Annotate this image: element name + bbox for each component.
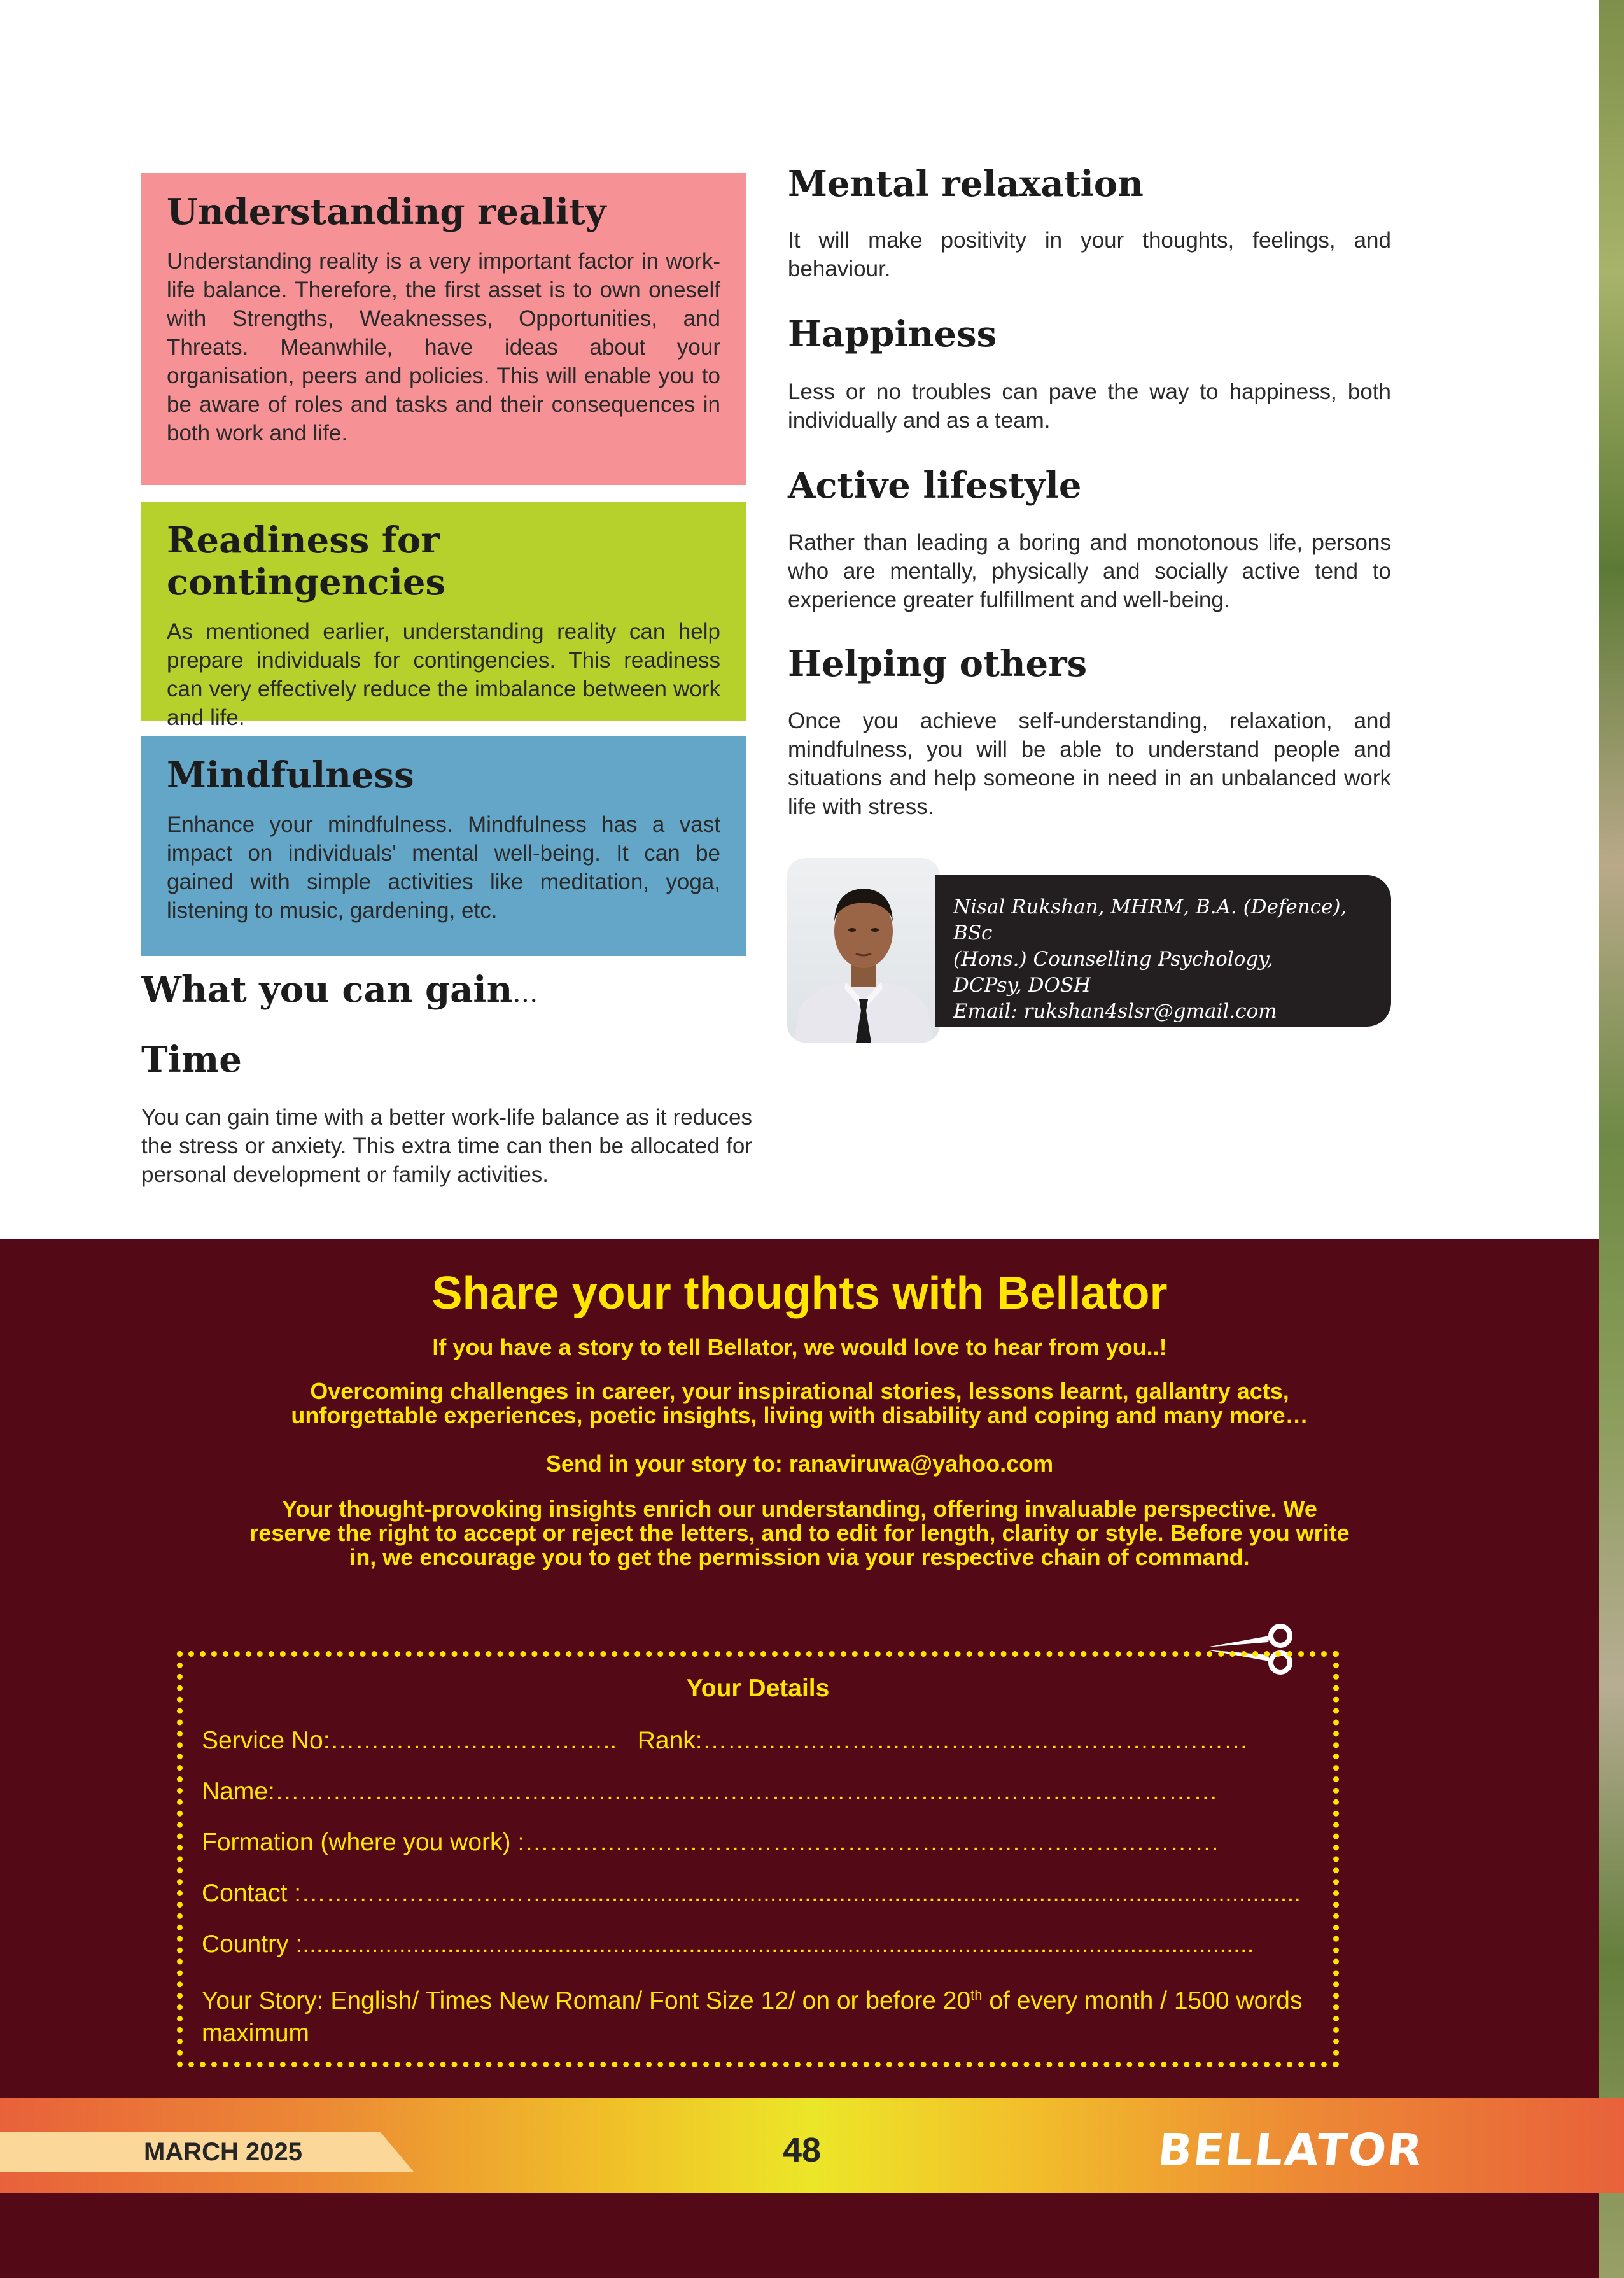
mindfulness-text: Enhance your mindfulness. Mindfulness has a vast impact on individuals' mental well-being. It can be gained with simple activities like meditation, yoga, listening to music, gardening, etc. xyxy=(167,812,720,923)
author-name: Nisal Rukshan, MHRM, B.A. (Defence), BSc xyxy=(953,896,1347,945)
helping-others-title: Helping others xyxy=(788,643,1088,685)
author-qualifications: DCPsy, DOSH xyxy=(953,974,1091,997)
share-topics-line1: Overcoming challenges in career, your inspirational stories, lessons learnt, gallantry acts, xyxy=(310,1378,1289,1404)
story-guidelines-suffix: of every month / 1500 words maximum xyxy=(202,1987,1303,2047)
understanding-reality-title: Understanding reality xyxy=(167,191,606,233)
service-rank-row xyxy=(202,1724,1320,1757)
mental-relaxation-text: It will make positivity in your thoughts, feelings, and behaviour. xyxy=(788,228,1391,281)
author-card xyxy=(935,875,1391,1027)
author-portrait-illustration xyxy=(787,858,940,1043)
happiness-title: Happiness xyxy=(788,313,997,355)
share-note-line1: Your thought-provoking insights enrich our understanding, offering invaluable perspective. We xyxy=(282,1496,1317,1522)
readiness-text: As mentioned earlier, understanding reality can help prepare individuals for contingencies. This readiness can very effectively reduce the imbalance between work and life. xyxy=(167,619,720,730)
contact-field[interactable]: Contact :…………………………............................................................................................................. xyxy=(202,1880,1301,1907)
readiness-box xyxy=(141,502,746,730)
readiness-title: Readiness for contingencies xyxy=(167,519,446,603)
gain-heading-text: What you can gain xyxy=(141,969,513,1011)
author-degree: (Hons.) Counselling Psychology, xyxy=(953,948,1273,971)
time-title: Time xyxy=(141,1039,242,1081)
background-photo-edge xyxy=(1599,0,1624,2278)
share-title: Share your thoughts with Bellator xyxy=(431,1268,1168,1319)
gain-heading xyxy=(141,969,538,1011)
share-intro: If you have a story to tell Bellator, we would love to hear from you..! xyxy=(432,1334,1167,1360)
active-lifestyle-text: Rather than leading a boring and monotonous life, persons who are mentally, physically and socially active tend to experience greater fulfillment and well-being. xyxy=(788,530,1391,612)
story-guidelines-prefix: Your Story: English/ Times New Roman/ Font Size 12/ on or before 20 xyxy=(202,1987,971,2014)
story-guidelines xyxy=(202,1979,1320,2049)
author-photo xyxy=(787,858,940,1043)
service-no-field[interactable]: Service No:…………………………….. xyxy=(202,1727,617,1754)
name-field[interactable]: Name:…………………………………………………………………………………………………… xyxy=(202,1778,1218,1805)
page-number: 48 xyxy=(782,2131,822,2169)
author-email: Email: rukshan4slsr@gmail.com xyxy=(953,1000,1277,1023)
share-topics-line2: unforgettable experiences, poetic insights, living with disability and coping and many more… xyxy=(291,1402,1308,1428)
bellator-logo: BELLATOR xyxy=(1155,2124,1426,2176)
form-title: Your Details xyxy=(686,1675,830,1702)
details-form xyxy=(177,1651,1339,2067)
share-send-to: Send in your story to: ranaviruwa@yahoo.com xyxy=(545,1451,1054,1477)
footer-month: MARCH 2025 xyxy=(144,2138,302,2166)
share-note-line2: reserve the right to accept or reject the letters, and to edit for length, clarity or style. Before you write xyxy=(249,1520,1350,1546)
formation-field[interactable]: Formation (where you work) :………………………………………………………………………… xyxy=(202,1829,1220,1856)
happiness-text: Less or no troubles can pave the way to happiness, both individually and as a team. xyxy=(788,379,1391,433)
understanding-reality-box xyxy=(141,173,746,485)
share-note-line3: in, we encourage you to get the permission via your respective chain of command. xyxy=(349,1544,1250,1570)
mindfulness-title: Mindfulness xyxy=(167,754,414,796)
gain-heading-ellipsis: … xyxy=(512,979,538,1008)
time-text: You can gain time with a better work-life balance as it reduces the stress or anxiety. This extra time can then be allocated for personal development or family activities. xyxy=(141,1105,752,1187)
mindfulness-box xyxy=(141,736,746,956)
active-lifestyle-title: Active lifestyle xyxy=(788,465,1082,507)
story-guidelines-sup: th xyxy=(970,1987,983,2003)
helping-others-text: Once you achieve self-understanding, relaxation, and mindfulness, you will be able to understand people and situations and help someone in need in an unbalanced work life with stress. xyxy=(788,708,1391,819)
understanding-reality-text: Understanding reality is a very important factor in work-life balance. Therefore, the first asset is to own oneself with Strengths, Weaknesses, Opportunities, and Threats. Meanwhile, have ideas about your organisation, peers and policies. This will enable you to be aware of roles and tasks and their consequences in both work and life. xyxy=(167,249,720,446)
rank-field[interactable]: Rank:………………………………………………………… xyxy=(637,1727,1249,1754)
mental-relaxation-title: Mental relaxation xyxy=(788,163,1144,205)
country-field[interactable]: Country :.......................................................................................................................................... xyxy=(202,1930,1254,1958)
